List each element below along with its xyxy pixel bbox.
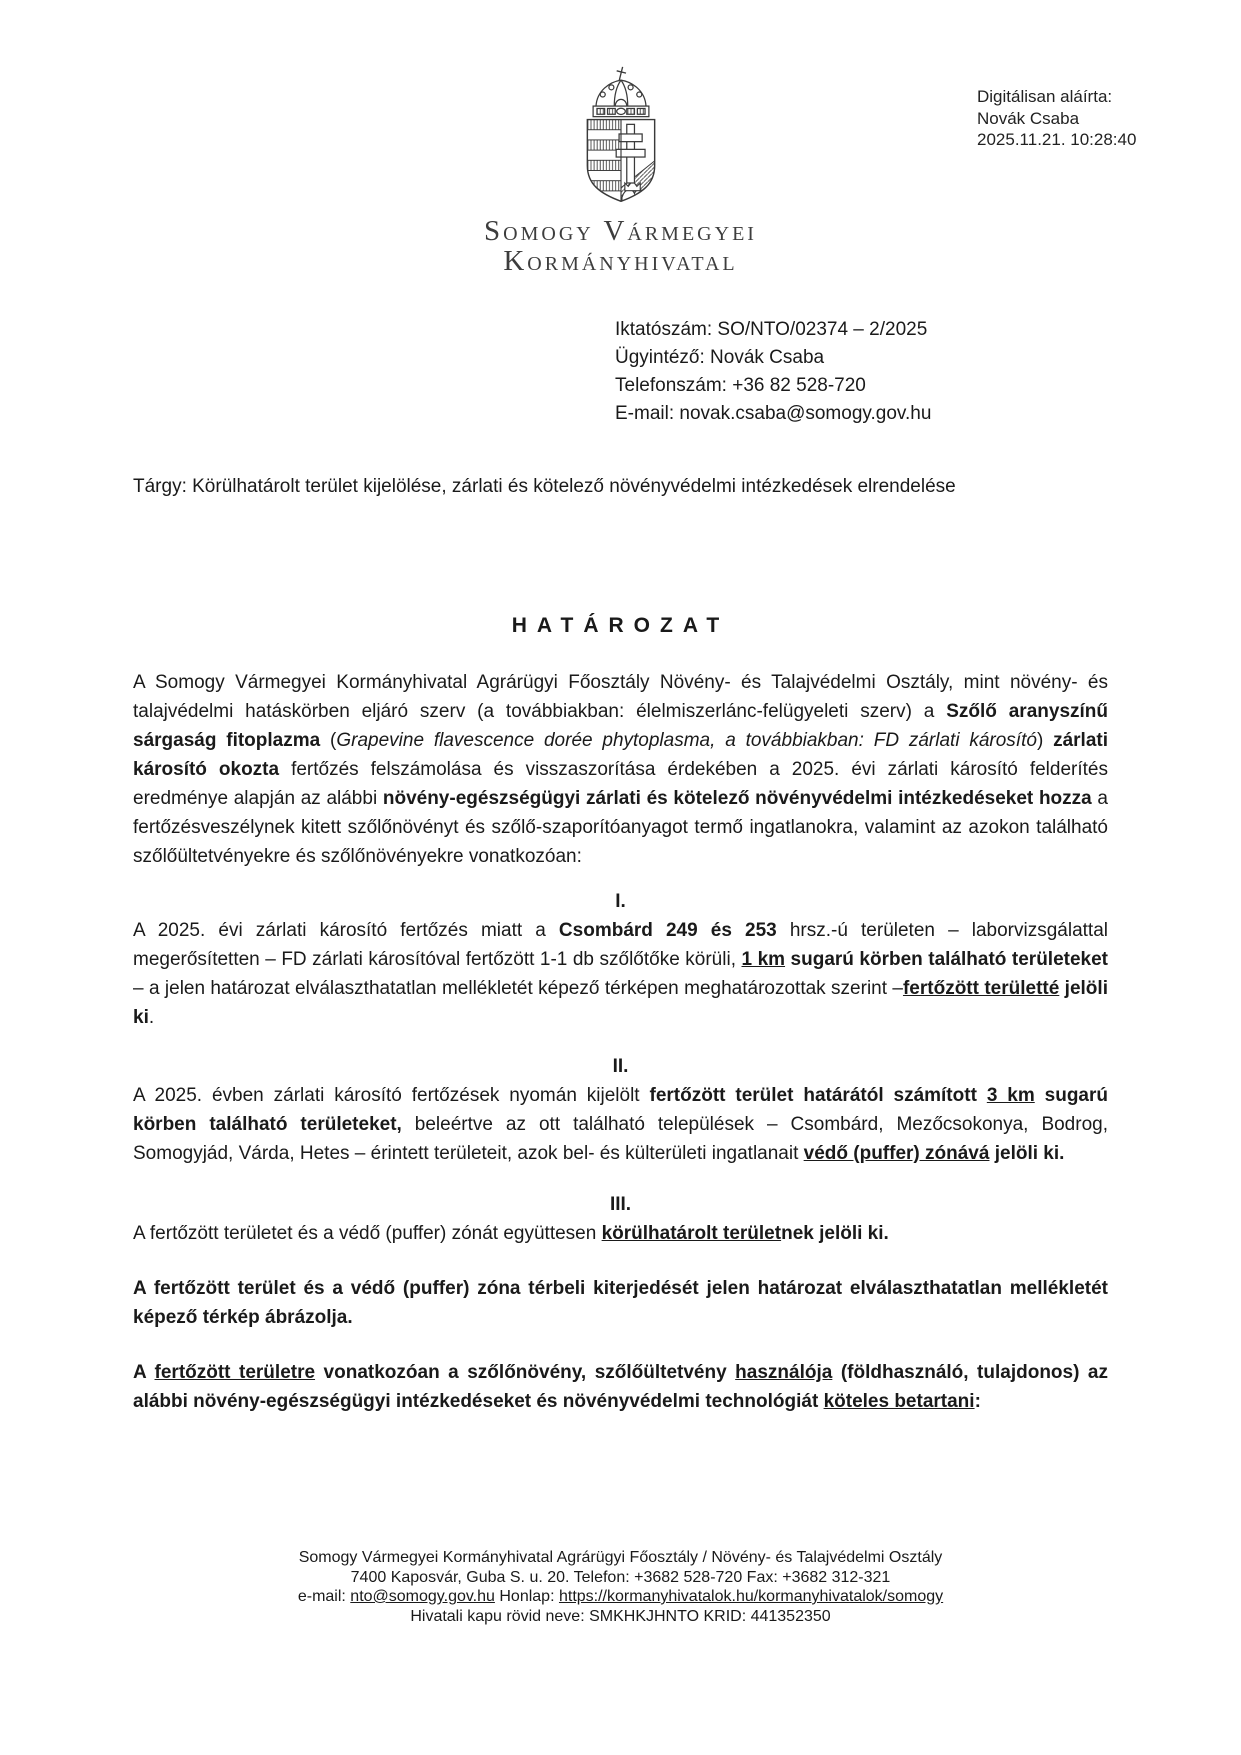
text-segment: 3 km — [986, 1085, 1035, 1106]
text-segment: A — [133, 1362, 155, 1383]
text-segment: sugarú körben található területeket — [785, 949, 1109, 970]
signature-label: Digitálisan aláírta: — [977, 87, 1113, 106]
text-segment: fertőzött terület határától számított — [649, 1085, 987, 1106]
org-name-line1: Somogy Vármegyei — [484, 215, 757, 247]
phone-number: Telefonszám: +36 82 528-720 — [615, 375, 866, 396]
text-segment: fertőzött területre — [154, 1362, 316, 1383]
email-address: E-mail: novak.csaba@somogy.gov.hu — [615, 403, 932, 424]
map-annex-paragraph — [133, 1274, 1108, 1332]
text-segment: köteles betartani — [823, 1391, 975, 1412]
text-segment: Csombárd 249 és 253 — [558, 920, 777, 941]
text-segment: használója — [735, 1362, 833, 1383]
footer-org-line — [0, 1548, 1241, 1568]
footer-link[interactable]: https://kormanyhivatalok.hu/kormanyhivatalok/somogy — [558, 1588, 944, 1605]
case-number: Iktatószám: SO/NTO/02374 – 2/2025 — [615, 319, 928, 340]
text-segment: jelöli ki. — [989, 1143, 1065, 1164]
section-numeral-1: I. — [615, 891, 626, 912]
text-segment: : — [974, 1391, 981, 1412]
section-numeral-2: II. — [612, 1056, 629, 1077]
text-segment: védő (puffer) zónává — [803, 1143, 990, 1164]
text-segment: növény-egészségügyi zárlati és kötelező növényvédelmi intézkedéseket hozza — [382, 788, 1092, 809]
document-footer — [0, 1548, 1241, 1626]
footer-link[interactable]: nto@somogy.gov.hu — [350, 1588, 495, 1605]
text-segment: (földhasználó, tulajdonos) az alábbi növény-egészségügyi intézkedéseket és növényvédelmi technológiát — [133, 1362, 1108, 1412]
text-segment: nek jelöli ki. — [781, 1223, 889, 1244]
text-segment: beleértve az ott található települések – Csombárd, Mezőcsokonya, Bodrog, Somogyjád, Várda, Hetes – érintett területeit, azok bel- és külterületi ingatlanait — [133, 1114, 1108, 1164]
signature-name: Novák Csaba — [977, 108, 1080, 128]
text-segment: sugarú körben található területeket, — [133, 1085, 1109, 1135]
text-segment: Somogy Vármegyei Kormányhivatal Agrárügyi Főosztály / Növény- és Talajvédelmi Osztály — [298, 1549, 943, 1566]
text-segment: Honlap: — [494, 1588, 559, 1605]
signature-timestamp: 2025.11.21. 10:28:40 — [977, 130, 1137, 149]
subject-line: Tárgy: Körülhatárolt terület kijelölése, zárlati és kötelező növényvédelmi intézkedések elrendelése — [133, 476, 956, 497]
text-segment: A fertőzött területet és a védő (puffer) zónát együttesen — [133, 1223, 602, 1244]
decision-title: HATÁROZAT — [511, 614, 730, 637]
case-officer: Ügyintéző: Novák Csaba — [615, 347, 825, 368]
digital-signature-block — [977, 86, 1136, 151]
text-segment: vonatkozóan a szőlőnövény, szőlőültetvény — [315, 1362, 736, 1383]
text-segment: fertőzött területté — [902, 978, 1060, 999]
text-segment: fertőzés felszámolása és visszaszorítása érdekében a 2025. évi zárlati károsító felderítés eredménye alapján az alábbi — [133, 759, 1108, 809]
text-segment: jelöli ki — [133, 978, 1108, 1028]
intro-paragraph — [133, 668, 1108, 871]
section-numeral-3: III. — [609, 1194, 632, 1215]
section-3-paragraph — [133, 1219, 1108, 1248]
text-segment: a fertőzésveszélynek kitett szőlőnövényt és szőlő-szaporítóanyagot termő ingatlanokra, valamint az azokon található szőlőültetvényekre és szőlőnövényekre vonatkozóan: — [133, 788, 1108, 867]
text-segment: körülhatárolt terület — [601, 1223, 782, 1244]
hungarian-coat-of-arms — [571, 62, 671, 204]
text-segment: A 2025. évi zárlati károsító fertőzés miatt a — [133, 920, 559, 941]
text-segment: Hivatali kapu rövid neve: SMKHKJHNTO KRID: 441352350 — [410, 1607, 831, 1625]
text-segment: 7400 Kaposvár, Guba S. u. 20. Telefon: +3682 528-720 Fax: +3682 312-321 — [350, 1568, 891, 1586]
text-segment: . — [148, 1007, 155, 1028]
section-2-paragraph — [133, 1081, 1108, 1168]
text-segment: Szőlő aranyszínű sárgaság fitoplazma — [133, 701, 1108, 751]
text-segment: A fertőzött terület és a védő (puffer) zóna térbeli kiterjedését jelen határozat elválaszthatatlan mellékletét képező térkép ábrázolja. — [133, 1278, 1108, 1328]
text-segment: ( — [320, 730, 337, 751]
text-segment: 1 km — [741, 949, 786, 970]
footer-address-line — [0, 1568, 1241, 1588]
footer-krid-line — [0, 1607, 1241, 1627]
text-segment: ) — [1036, 730, 1054, 751]
text-segment: zárlati károsító okozta — [133, 730, 1108, 780]
obligations-paragraph — [133, 1358, 1108, 1416]
text-segment: – a jelen határozat elválaszthatatlan mellékletét képező térképen meghatározottak szerint – — [133, 978, 903, 999]
org-name — [0, 216, 1241, 276]
text-segment: hrsz.-ú területen – laborvizsgálattal megerősítetten – FD zárlati károsítóval fertőzött 1-1 db szőlőtőke körüli, — [133, 920, 1108, 970]
section-1-paragraph — [133, 916, 1108, 1032]
org-name-line2: Kormányhivatal — [503, 245, 738, 277]
text-segment: Grapevine flavescence dorée phytoplasma, a továbbiakban: FD zárlati károsító — [336, 730, 1037, 751]
footer-contact-line — [0, 1587, 1241, 1607]
text-segment: e-mail: — [297, 1588, 351, 1605]
contact-block — [615, 316, 1241, 428]
text-segment: A Somogy Vármegyei Kormányhivatal Agrárügyi Főosztály Növény- és Talajvédelmi Osztály, mint növény- és talajvédelmi hatáskörben eljáró szerv (a továbbiakban: élelmiszerlánc-felügyeleti szerv) a — [133, 672, 1108, 722]
text-segment: A 2025. évben zárlati károsító fertőzések nyomán kijelölt — [133, 1085, 650, 1106]
